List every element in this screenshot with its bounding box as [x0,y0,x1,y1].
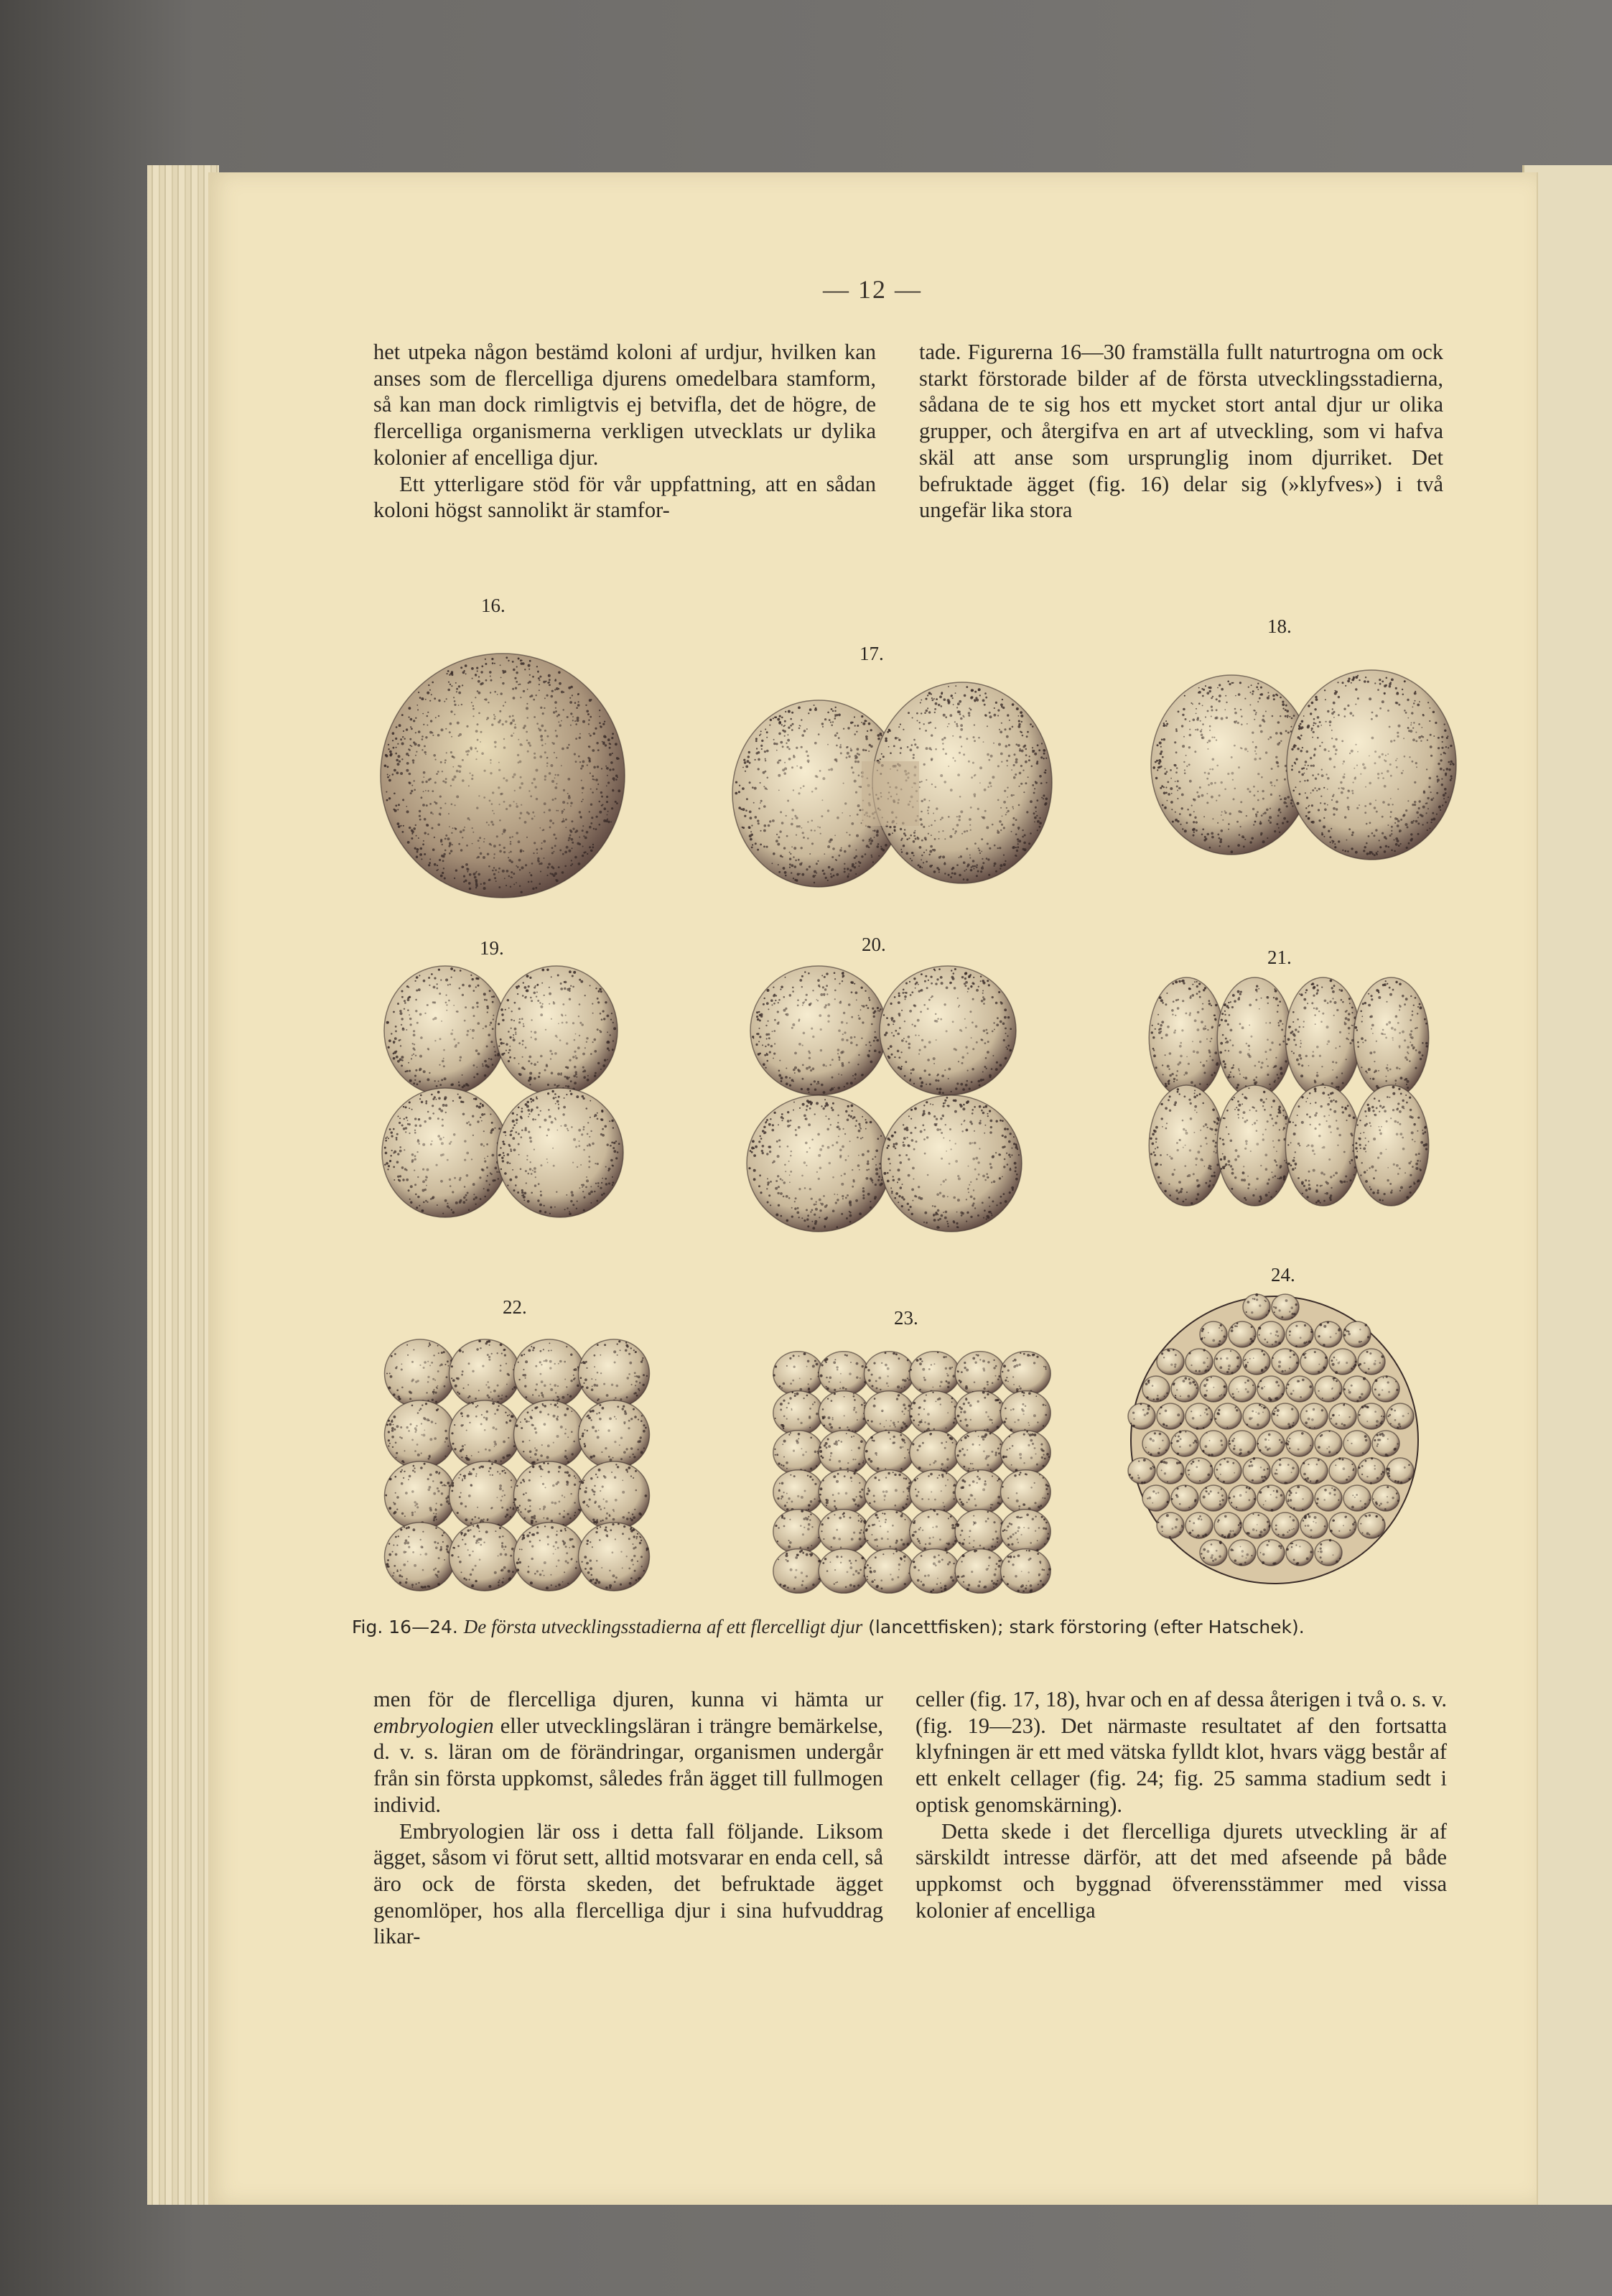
text-run: eller utvecklingsläran i trängre bemärkelse, d. v. s. läran om de förändringar, organismen undergår från sin första uppkomst, således från ägget till fullmogen individ. [373,1713,883,1817]
two-cell-stage-illustration-fig17 [718,668,1056,912]
paragraph: Ett ytterligare stöd för vår uppfattning, att en sådan koloni högst sannolikt är stamfor- [373,471,876,523]
paragraph: tade. Figurerna 16—30 framställa fullt naturtrogna om ock starkt förstorade bilder af de första utvecklingsstadierna, sådana de te sig hos ett mycket stort antal djur ur olika grupper, och återgifva en art af utveckling, som vi hafva skäl att anse som ursprunglig inom djurriket. Det befruktade ägget (fig. 16) delar sig (»klyfves») i två ungefär lika stora [919,340,1443,523]
eight-cell-stage-illustration-fig21 [1135,970,1443,1214]
text-run: men för de flercelliga djuren, kunna vi hämta ur [373,1687,883,1711]
four-cell-stage-illustration-fig19 [373,962,632,1221]
emphasized-term: embryologien [373,1713,494,1738]
figure-label-24: 24. [1271,1264,1295,1286]
page-number: — 12 — [823,275,922,304]
blastula-illustration-fig24 [1120,1286,1429,1594]
figure-caption [352,1616,1501,1638]
caption-prefix: Fig. 16—24. [352,1617,458,1637]
caption-suffix: (lancettfisken); stark förstoring (efter Hatschek). [868,1617,1305,1637]
paragraph: het utpeka någon bestämd koloni af urdjur, hvilken kan anses som de flercelliga djurens omedelbara stamform, så kan man dock rimligtvis ej betvifla, det de högre, de flercelliga organismerna verkligen utvecklats ur dylika kolonier af encelliga djur. [373,340,876,470]
paragraph: Embryologien lär oss i detta fall följande. Liksom ägget, såsom vi förut sett, alltid motsvarar en enda cell, så äro ock de första skeden, det befruktade ägget genomlöper, hos alla flercelliga djur i sina hufvuddrag likar- [373,1818,883,1949]
two-cell-stage-illustration-fig18 [1142,646,1465,876]
egg-illustration-fig16 [352,639,653,912]
figure-label-16: 16. [481,595,506,616]
figure-label-20: 20. [862,934,886,955]
paragraph: Detta skede i det flercelliga djurets utveckling är af särskildt intresse därför, att det med afseende på både uppkomst och byggnad öfverensstämmer med vissa kolonier af encelliga [916,1818,1447,1923]
sixteen-cell-stage-illustration-fig22 [373,1329,661,1602]
text-column-top-right [919,339,1443,524]
figure-label-21: 21. [1267,947,1292,968]
paragraph [373,1686,883,1818]
figure-label-17: 17. [859,643,884,664]
text-column-bottom-right [916,1686,1447,1923]
morula-illustration-fig23 [754,1336,1070,1609]
text-column-bottom-left [373,1686,883,1950]
text-column-top-left [373,339,876,524]
paragraph: celler (fig. 17, 18), hvar och en af dessa återigen i två o. s. v. (fig. 19—23). Det närmaste resultatet af den fortsatta klyfningen är ett med vätska fylldt klot, hvars vägg består af ett enkelt cellager (fig. 24; fig. 25 samma stadium sedt i optisk genomskärning). [916,1687,1447,1817]
caption-title: De första utvecklingsstadierna af ett flercelligt djur [463,1616,863,1637]
book-page [208,172,1537,2205]
figure-label-23: 23. [894,1307,918,1329]
four-cell-stage-illustration-fig20 [740,962,1027,1235]
figure-label-18: 18. [1267,615,1292,637]
figure-label-22: 22. [503,1296,527,1318]
figure-label-19: 19. [480,937,504,959]
